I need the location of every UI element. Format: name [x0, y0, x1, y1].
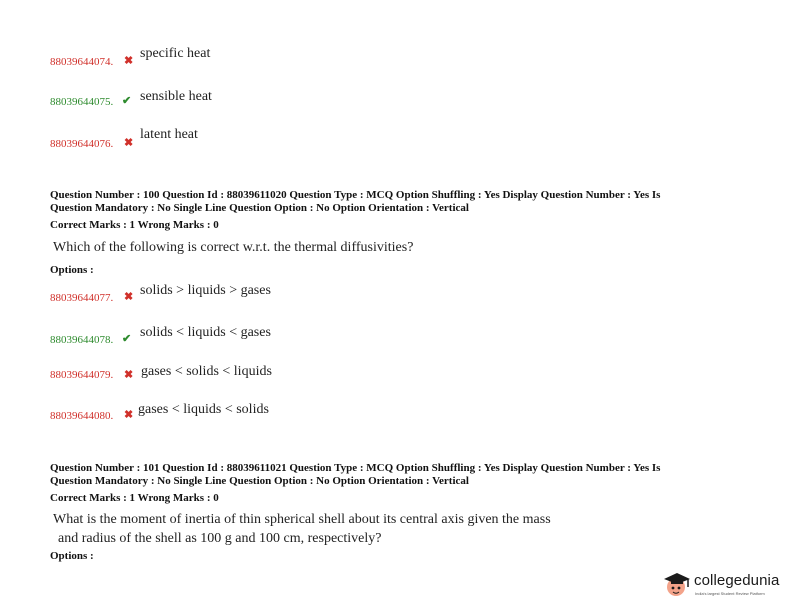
option-text: latent heat	[140, 127, 198, 142]
option-text: specific heat	[140, 46, 211, 61]
options-label: Options :	[50, 264, 94, 276]
question-text-line: and radius of the shell as 100 g and 100 cm, respectively?	[58, 531, 382, 546]
graduation-cap-icon	[662, 570, 692, 600]
option-text: gases < solids < liquids	[141, 364, 272, 379]
collegedunia-logo	[662, 568, 786, 604]
option-id: 88039644077.	[50, 292, 114, 304]
logo-tagline: India's largest Student Review Platform	[695, 591, 765, 596]
question-meta-line: Question Mandatory : No Single Line Question Option : No Option Orientation : Vertical	[50, 475, 469, 487]
correct-mark-icon: ✔	[122, 333, 132, 345]
wrong-mark-icon: ✖	[124, 55, 134, 67]
option-id: 88039644079.	[50, 369, 114, 381]
question-text-line: What is the moment of inertia of thin spherical shell about its central axis given the mass	[53, 512, 551, 527]
question-marks: Correct Marks : 1 Wrong Marks : 0	[50, 219, 219, 231]
logo-name: collegedunia	[694, 572, 780, 589]
question-meta-line: Question Mandatory : No Single Line Question Option : No Option Orientation : Vertical	[50, 202, 469, 214]
question-meta-line: Question Number : 100 Question Id : 88039611020 Question Type : MCQ Option Shuffling : Yes Display Question Number : Yes Is	[50, 189, 661, 201]
option-text: solids < liquids < gases	[140, 325, 271, 340]
wrong-mark-icon: ✖	[124, 291, 134, 303]
wrong-mark-icon: ✖	[124, 369, 134, 381]
question-meta	[50, 462, 740, 488]
option-text: solids > liquids > gases	[140, 283, 271, 298]
question-meta-line: Question Number : 101 Question Id : 88039611021 Question Type : MCQ Option Shuffling : Yes Display Question Number : Yes Is	[50, 462, 661, 474]
option-text: sensible heat	[140, 89, 212, 104]
option-id: 88039644074.	[50, 56, 114, 68]
option-id: 88039644078.	[50, 334, 114, 346]
question-text: Which of the following is correct w.r.t. the thermal diffusivities?	[53, 240, 414, 255]
question-marks: Correct Marks : 1 Wrong Marks : 0	[50, 492, 219, 504]
option-text: gases < liquids < solids	[138, 402, 269, 417]
correct-mark-icon: ✔	[122, 95, 132, 107]
wrong-mark-icon: ✖	[124, 137, 134, 149]
options-label: Options :	[50, 550, 94, 562]
option-id: 88039644080.	[50, 410, 114, 422]
option-id: 88039644075.	[50, 96, 114, 108]
option-id: 88039644076.	[50, 138, 114, 150]
wrong-mark-icon: ✖	[124, 409, 134, 421]
question-meta	[50, 189, 740, 215]
